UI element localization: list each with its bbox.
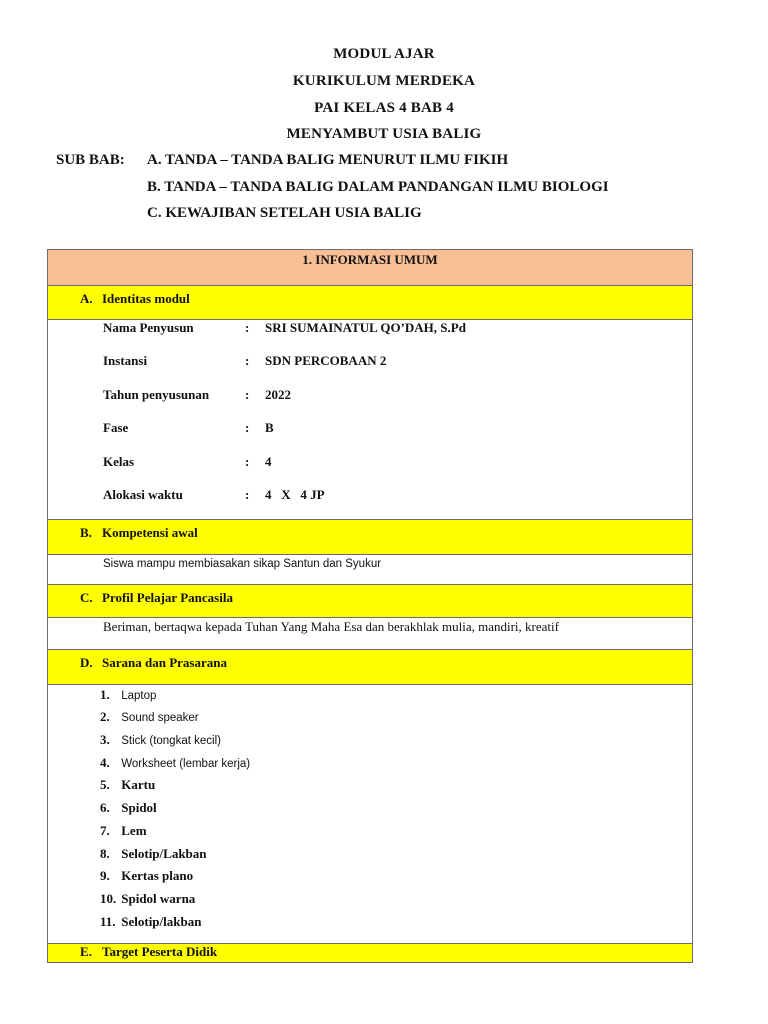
list-item-number: 9. — [100, 868, 110, 883]
kompetensi-title: Kompetensi awal — [102, 525, 198, 540]
field-colon: : — [245, 320, 250, 335]
list-item — [100, 846, 207, 862]
list-item-number: 5. — [100, 777, 110, 792]
list-item — [100, 732, 221, 748]
field-colon: : — [245, 454, 250, 469]
kompetensi-body — [48, 555, 692, 585]
list-item-text: Kertas plano — [121, 868, 194, 883]
doc-title-line-1: MODUL AJAR — [333, 46, 435, 62]
field-label: Alokasi waktu — [103, 487, 183, 502]
field-value: SRI SUMAINATUL QO’DAH, S.Pd — [265, 320, 466, 335]
field-colon: : — [245, 353, 250, 368]
profil-text: Beriman, bertaqwa kepada Tuhan Yang Maha Esa dan berakhlak mulia, mandiri, kreatif — [103, 619, 559, 634]
list-item — [100, 823, 147, 839]
list-item-text: Sound speaker — [121, 712, 199, 724]
list-item-text: Lem — [121, 823, 147, 838]
section-header-band — [48, 250, 692, 286]
field-label: Instansi — [103, 353, 148, 368]
section-title: 1. INFORMASI UMUM — [302, 252, 438, 267]
field-value: 4 — [265, 454, 272, 469]
sub-bab-label: SUB BAB: — [56, 152, 125, 168]
profil-title: Profil Pelajar Pancasila — [102, 590, 233, 605]
field-colon: : — [245, 487, 250, 502]
list-item — [100, 755, 250, 771]
kompetensi-text: Siswa mampu membiasakan sikap Santun dan Syukur — [103, 558, 382, 570]
target-header — [48, 944, 692, 962]
list-item-number: 11. — [100, 914, 116, 929]
list-item-number: 8. — [100, 846, 110, 861]
list-item-number: 10. — [100, 891, 117, 906]
list-item — [100, 709, 199, 725]
field-label: Nama Penyusun — [103, 320, 194, 335]
list-item-text: Spidol — [121, 800, 157, 815]
sarana-body — [48, 685, 692, 944]
list-item-text: Stick (tongkat kecil) — [121, 735, 221, 747]
list-item-text: Selotip/Lakban — [121, 846, 207, 861]
sub-bab-item-c: C. KEWAJIBAN SETELAH USIA BALIG — [147, 205, 422, 221]
sarana-letter: D. — [80, 655, 93, 670]
doc-title-line-4: MENYAMBUT USIA BALIG — [286, 126, 482, 142]
doc-title-line-3: PAI KELAS 4 BAB 4 — [314, 100, 454, 116]
list-item — [100, 891, 195, 907]
doc-title-line-2: KURIKULUM MERDEKA — [292, 73, 476, 89]
sarana-header — [48, 650, 692, 685]
list-item-number: 1. — [100, 687, 110, 702]
list-item-text: Laptop — [121, 690, 157, 702]
field-value: 2022 — [265, 387, 291, 402]
list-item — [100, 687, 156, 703]
list-item — [100, 914, 201, 930]
list-item-number: 6. — [100, 800, 110, 815]
profil-letter: C. — [80, 590, 93, 605]
kompetensi-letter: B. — [80, 525, 92, 540]
list-item-number: 7. — [100, 823, 110, 838]
field-label: Fase — [103, 420, 129, 435]
list-item-text: Selotip/lakban — [121, 914, 202, 929]
kompetensi-header — [48, 520, 692, 555]
list-item-text: Spidol warna — [121, 891, 196, 906]
list-item-text: Kartu — [121, 777, 156, 792]
identitas-header — [48, 286, 692, 320]
list-item — [100, 777, 155, 793]
field-label: Tahun penyusunan — [103, 387, 210, 402]
sub-bab-item-a: A. TANDA – TANDA BALIG MENURUT ILMU FIKIH — [147, 152, 509, 168]
identitas-body — [48, 320, 692, 520]
list-item-number: 3. — [100, 732, 110, 747]
list-item-number: 2. — [100, 709, 110, 724]
list-item-number: 4. — [100, 755, 110, 770]
field-value: SDN PERCOBAAN 2 — [265, 353, 387, 368]
informasi-umum-table — [47, 249, 693, 963]
field-value: 4 X 4 JP — [265, 487, 325, 502]
field-colon: : — [245, 420, 250, 435]
list-item — [100, 868, 193, 884]
sub-bab-item-b: B. TANDA – TANDA BALIG DALAM PANDANGAN ILMU BIOLOGI — [147, 179, 609, 195]
identitas-letter: A. — [80, 291, 93, 306]
sarana-title: Sarana dan Prasarana — [102, 655, 227, 670]
field-value: B — [265, 420, 274, 435]
field-colon: : — [245, 387, 250, 402]
profil-header — [48, 585, 692, 618]
target-letter: E. — [80, 944, 92, 959]
list-item — [100, 800, 157, 816]
target-title: Target Peserta Didik — [102, 944, 218, 959]
list-item-text: Worksheet (lembar kerja) — [121, 758, 251, 770]
field-label: Kelas — [103, 454, 135, 469]
profil-body — [48, 618, 692, 650]
identitas-title: Identitas modul — [102, 291, 190, 306]
